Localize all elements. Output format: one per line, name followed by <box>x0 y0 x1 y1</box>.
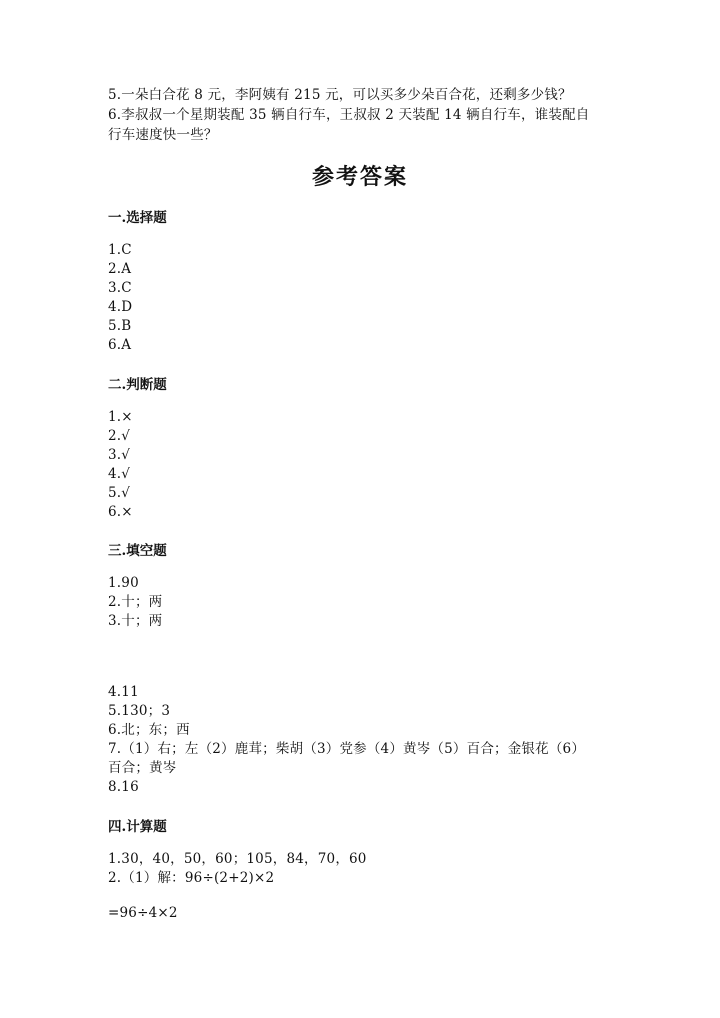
choice-answer-4: 4.D <box>108 299 133 315</box>
calc-answer-2: 2.（1）解：96÷(2+2)×2 <box>108 870 275 886</box>
fill-answer-4: 4.11 <box>108 684 139 700</box>
choice-answer-6: 6.A <box>108 337 132 353</box>
choice-answer-2: 2.A <box>108 261 132 277</box>
fill-answer-7-line-2: 百合；黄岑 <box>108 760 177 776</box>
fill-answer-5: 5.130；3 <box>108 703 171 719</box>
judgment-answer-3: 3.√ <box>108 447 131 463</box>
section-heading-choice: 一.选择题 <box>108 210 167 226</box>
judgment-answer-5: 5.√ <box>108 485 131 501</box>
choice-answer-1: 1.C <box>108 242 132 258</box>
fill-answer-7-line-1: 7.（1）右；左（2）鹿茸；柴胡（3）党参（4）黄岑（5）百合；金银花（6） <box>108 741 586 757</box>
fill-answer-6: 6.北；东；西 <box>108 722 190 738</box>
question-5: 5.一朵白合花 8 元，李阿姨有 215 元，可以买多少朵百合花，还剩多少钱？ <box>108 87 572 103</box>
section-heading-judgment: 二.判断题 <box>108 377 167 393</box>
fill-answer-8: 8.16 <box>108 779 139 795</box>
judgment-answer-1: 1.× <box>108 409 133 425</box>
calc-step: =96÷4×2 <box>108 905 178 921</box>
choice-answer-3: 3.C <box>108 280 132 296</box>
answer-key-title: 参考答案 <box>311 164 408 190</box>
judgment-answer-4: 4.√ <box>108 466 131 482</box>
judgment-answer-6: 6.× <box>108 504 133 520</box>
calc-answer-1: 1.30，40，50，60；105，84，70，60 <box>108 851 367 867</box>
fill-answer-1: 1.90 <box>108 575 139 591</box>
judgment-answer-2: 2.√ <box>108 428 131 444</box>
question-6-line-2: 行车速度快一些？ <box>108 127 218 143</box>
fill-answer-3: 3.十；两 <box>108 613 163 629</box>
fill-answer-2: 2.十；两 <box>108 594 163 610</box>
section-heading-calculation: 四.计算题 <box>108 819 167 835</box>
section-heading-fill-blank: 三.填空题 <box>108 543 167 559</box>
choice-answer-5: 5.B <box>108 318 132 334</box>
question-6-line-1: 6.李叔叔一个星期装配 35 辆自行车，王叔叔 2 天装配 14 辆自行车，谁装配自 <box>108 107 590 123</box>
